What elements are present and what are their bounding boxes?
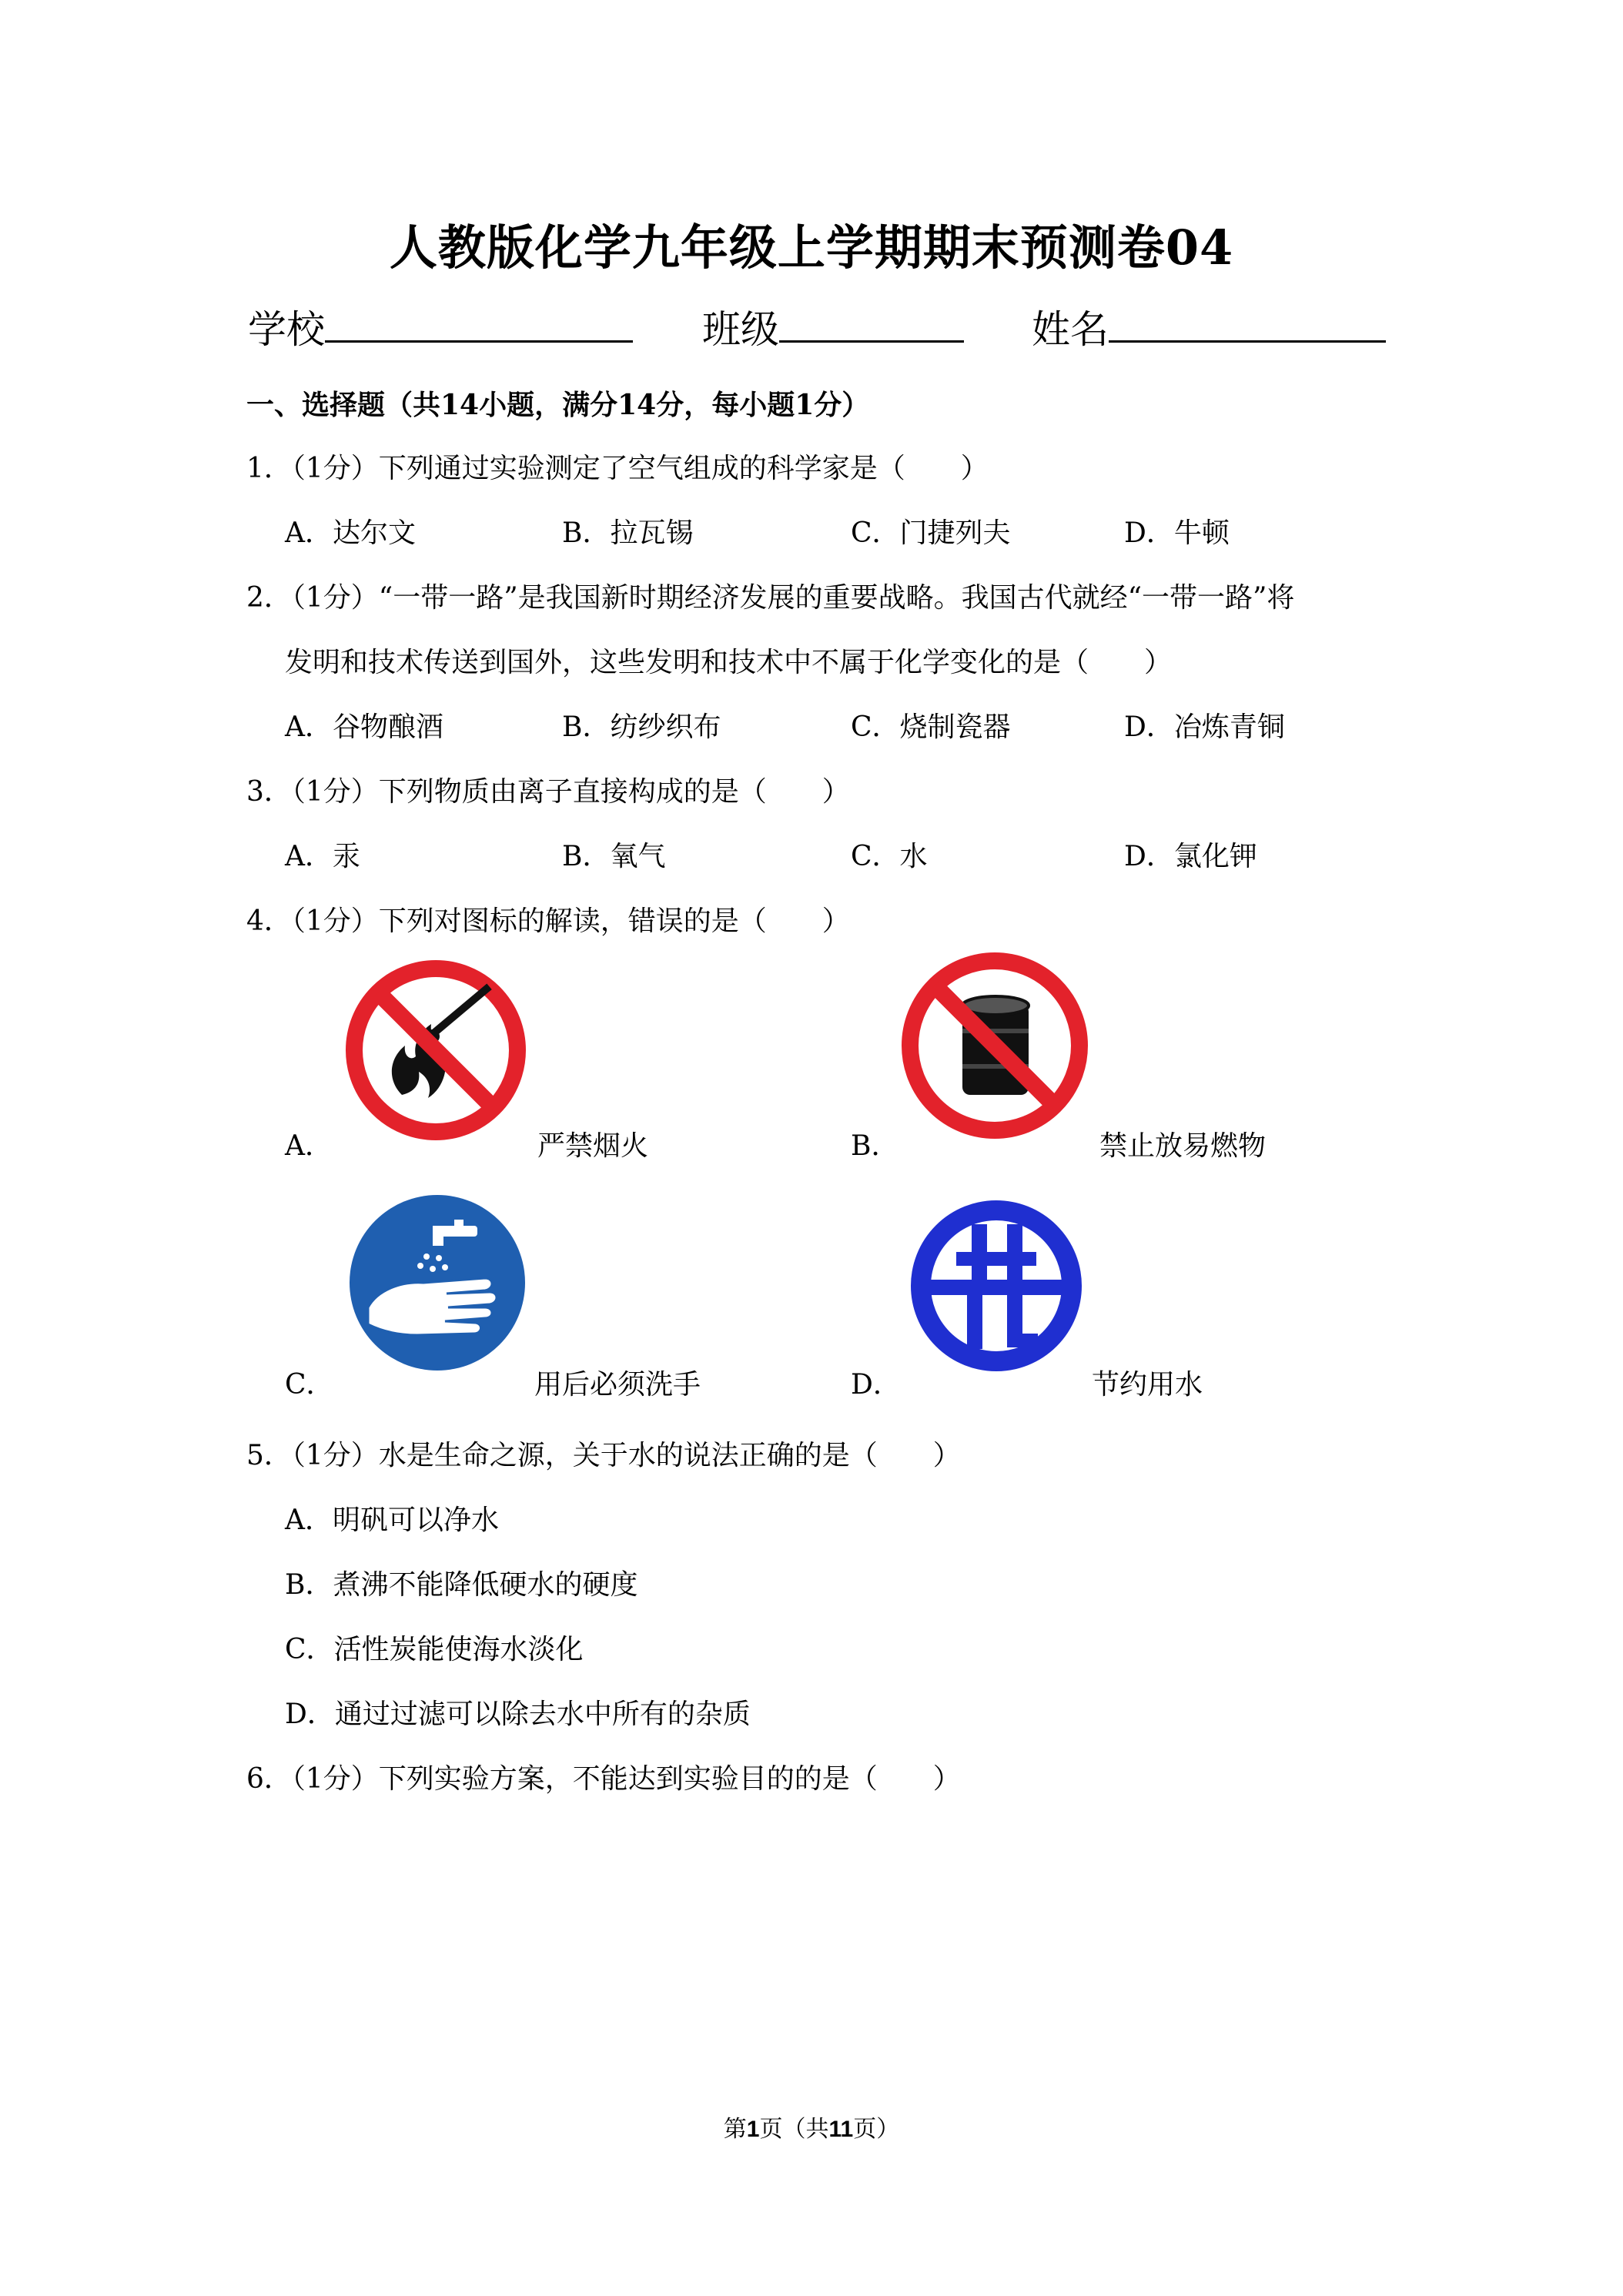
q4-option-c-text: 用后必须洗手 — [534, 1369, 701, 1401]
no-fire-sign-icon — [342, 956, 530, 1144]
q1-option-d[interactable]: D．牛顿 — [1124, 517, 1230, 549]
q4-option-c-letter[interactable]: C． — [285, 1369, 334, 1401]
question-3-stem: 3．（1分）下列物质由离子直接构成的是（ ） — [246, 776, 850, 808]
footer-pre: 第 — [723, 2116, 747, 2143]
name-label: 姓名 — [1032, 307, 1109, 352]
q4-option-b-text: 禁止放易燃物 — [1099, 1130, 1267, 1162]
q3-option-a[interactable]: A．汞 — [285, 841, 360, 872]
no-flammable-barrel-sign-icon — [898, 949, 1092, 1143]
q4-option-b-letter[interactable]: B． — [851, 1130, 899, 1162]
wash-hands-sign-icon — [346, 1192, 528, 1374]
school-label: 学校 — [248, 307, 325, 352]
class-field — [702, 299, 964, 354]
question-2-stem: 2．（1分）“一带一路”是我国新时期经济发展的重要战略。我国古代就经“一带一路”将 — [246, 582, 1295, 614]
q5-option-b[interactable]: B．煮沸不能降低硬水的硬度 — [285, 1569, 638, 1601]
q5-option-a[interactable]: A．明矾可以净水 — [285, 1504, 499, 1536]
question-5-stem: 5．（1分）水是生命之源，关于水的说法正确的是（ ） — [246, 1440, 961, 1471]
page-footer — [0, 2110, 1623, 2144]
q2-option-d[interactable]: D．冶炼青铜 — [1124, 711, 1285, 743]
question-1-stem: 1．（1分）下列通过实验测定了空气组成的科学家是（ ） — [246, 453, 989, 484]
footer-page-number: 1 — [746, 2117, 760, 2142]
q2-option-c[interactable]: C．烧制瓷器 — [851, 711, 1011, 743]
section-heading: 一、选择题（共14小题，满分14分，每小题1分） — [246, 389, 870, 421]
question-6-stem: 6．（1分）下列实验方案，不能达到实验目的的是（ ） — [246, 1763, 961, 1795]
name-field — [1032, 299, 1386, 354]
q3-option-c[interactable]: C．水 — [851, 841, 928, 872]
name-blank[interactable] — [1109, 306, 1386, 343]
q2-option-b[interactable]: B．纺纱织布 — [562, 711, 721, 743]
q1-option-a[interactable]: A．达尔文 — [285, 517, 416, 549]
water-saving-sign-icon — [909, 1198, 1084, 1374]
school-blank[interactable] — [325, 306, 633, 343]
footer-mid: 页（共 — [759, 2116, 829, 2143]
footer-post: 页） — [853, 2116, 900, 2143]
class-label: 班级 — [702, 307, 779, 352]
q1-option-b[interactable]: B．拉瓦锡 — [562, 517, 694, 549]
q4-option-d-letter[interactable]: D． — [851, 1369, 901, 1401]
q4-option-a-letter[interactable]: A． — [285, 1130, 333, 1162]
q1-option-c[interactable]: C．门捷列夫 — [851, 517, 1011, 549]
q4-option-d-text: 节约用水 — [1092, 1369, 1203, 1401]
q5-option-d[interactable]: D．通过过滤可以除去水中所有的杂质 — [285, 1699, 751, 1730]
q2-option-a[interactable]: A．谷物酿酒 — [285, 711, 443, 743]
school-field — [248, 299, 633, 354]
q4-option-a-text: 严禁烟火 — [537, 1130, 649, 1162]
class-blank[interactable] — [779, 306, 964, 343]
q5-option-c[interactable]: C．活性炭能使海水淡化 — [285, 1634, 584, 1665]
page-title: 人教版化学九年级上学期期末预测卷04 — [389, 219, 1234, 276]
question-4-stem: 4．（1分）下列对图标的解读，错误的是（ ） — [246, 905, 850, 937]
question-2-stem-cont: 发明和技术传送到国外，这些发明和技术中不属于化学变化的是（ ） — [285, 647, 1173, 678]
q3-option-d[interactable]: D．氯化钾 — [1124, 841, 1257, 872]
q3-option-b[interactable]: B．氧气 — [562, 841, 666, 872]
footer-total-pages: 11 — [828, 2117, 854, 2142]
